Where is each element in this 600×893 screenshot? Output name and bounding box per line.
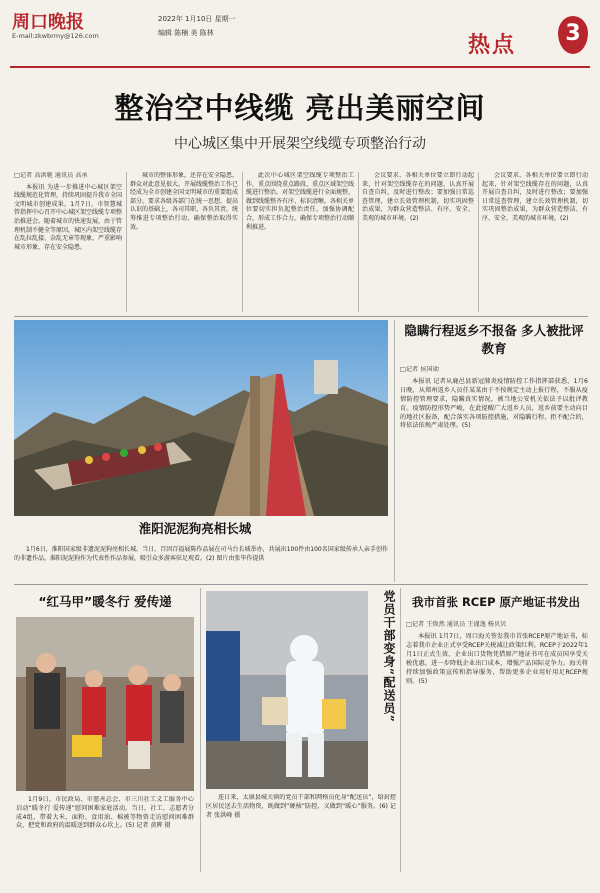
rcep-article [406,620,588,870]
rcep-title: 我市首张 RCEP 原产地证书发出 [411,595,581,609]
delivery-caption-text: 连日来，太康县城关镇的党员干部和网格员化身“配送员”，给封控区居民送去生活物资，既做到“硬核”防控，又做到“暖心”服务。(6) 记者 张洪峰 摄 [206,794,396,819]
delivery-caption [206,794,396,864]
page-number-badge: 3 [558,16,588,54]
column-divider [478,172,479,312]
side-article-1 [400,366,588,580]
delivery-photo [206,591,368,789]
masthead [10,6,590,68]
column-divider [394,320,395,582]
issue-date: 2022年 1月10日 星期一 [158,15,236,23]
side-article-1-title: 隐瞒行程返乡不报备 多人被批评教育 [404,323,584,356]
rcep-text: 本报讯 1月7日，周口海关签发我市首张RCEP原产地证书，标志着我市企业正式享受RCEP关税减让政策红利。RCEP于2022年1月1日正式生效，企业出口货物凭借原产地证书可在成员国享受关税优惠，进一步降低企业出口成本，增强产品国际竞争力。海关将持续加强政策宣传和指导服务，帮助更多企业用好用足RCEP规则。(5) [406,633,588,685]
volunteer-photo [16,617,194,791]
lead-article-text: 会议要求，各相关单位要立即行动起来，针对架空线缆存在的问题，认真开展自查自纠，及时进行整改；要加强日常巡查管理，建立长效管理机制，切实巩固整治成果，为群众营造整洁、有序、安全、美观的城市环境。(2) [362,172,474,222]
main-subhead: 中心城区集中开展架空线缆专项整治行动 [174,136,426,152]
side-article-1-text: 本报讯 记者从鹿邑县新冠肺炎疫情防控工作指挥部获悉，1月6日晚，从郑州返乡人员任某某由于不按规定主动上报行程，不服从疫情防控管理要求，隐瞒真实情况，被当地公安机关依法予以批评教育。疫情防控形势严峻，在此提醒广大返乡人员，返乡前要主动向目的地社区报备，配合落实各项防控措施，对隐瞒行程、拒不配合的，将依法依规严肃处理。(5) [400,377,588,430]
great-wall-photo [14,320,388,516]
column-divider [400,588,401,872]
column-divider [358,172,359,312]
page-editor: 编辑 陈楠 美 陈林 [158,29,214,37]
cadres-vertical-title: 党员干部变身“配送员” [382,590,396,723]
section-divider [14,584,588,585]
lead-article-col-3 [246,172,354,312]
column-divider [126,172,127,312]
lead-article-col-1 [14,172,122,312]
lead-article-col-2 [130,172,238,312]
column-divider [242,172,243,312]
lead-article-byline: □记者 高洪驰 通讯员 高承 [14,172,88,179]
great-wall-illustration [14,320,388,516]
lead-article-col-4 [362,172,474,312]
lead-article-text: 会议要求，各相关单位要立即行动起来，针对架空线缆存在的问题，认真开展自查自纠，及时进行整改；要加强日常巡查管理，建立长效管理机制，切实巩固整治成果，为群众营造整洁、有序、安全、美观的城市环境。(2) [482,172,588,222]
newspaper-logo: 周口晚报 [12,12,84,33]
lead-article-col-5 [482,172,588,312]
photo-caption: 1月6日，淮阳国家级非遗泥泥狗亮相长城。当日，百因百福展陈作品展在司马台长城举办，共展出100件由100名国家级传承人亲手创作的非遗作品，淮阳泥泥狗作为代表性作品参展，吸引众多游客驻足观看。(2) 图片由张毕作提供 [14,546,388,562]
side-article-1-byline: □记者 侯国勋 [400,366,439,373]
main-headline: 整治空中线缆 亮出美丽空间 [114,91,486,125]
section-title: 热点 [468,32,517,58]
delivery-illustration [206,591,368,789]
red-vest-caption-text: 1月9日，市民政局、市慈善总会、市三川社工义工服务中心启动“暖冬行 爱传递”慰问困难家庭活动。当日，社工、志愿者分成4组，带着大米、面粉、食用油、棉被等物资走访慰问困难群众，把党和政府的温暖送到群众心坎上。(5) 记者 黄晖 摄 [16,796,194,830]
lead-article-text: 本报讯 为进一步推进中心城区架空线缆规范化管理，持续巩固提升我市全国文明城市创建成果，1月7日，市智慧城管指挥中心召开中心城区架空线缆专项整治推进会。随着城市的快速发展，由于管理机制不健全等原因，城区内架空线缆存在乱拉乱接、杂乱无章等现象，严重影响城市形象，存在安全隐患。 [14,183,122,251]
red-vest-title: “红马甲”暖冬行 爱传递 [38,594,172,609]
lead-article-text: 城市的整体形象，还存在安全隐患，群众对此意见很大。开展线缆整治工作已经成为全市创建全国文明城市的重要组成部分。要求各级各部门在统一思想、提高认识的基础上，各司其职、各负其责，统筹推进专项整治行动，确保整治取得实效。 [130,172,238,231]
section-divider [14,316,588,317]
newspaper-email: E-mail:zkwbrmy@126.com [12,32,99,40]
lead-article-text: 此次中心城区架空线缆专项整治工作，重点围绕重点路段、重点区域架空线缆进行整治。对架空线缆进行全面规整，做到线缆整齐有序、标识清晰。各相关单位要切实担负起整治责任，加强协调配合，形成工作合力，确保专项整治行动顺利推进。 [246,172,354,231]
red-vest-caption [16,796,194,866]
volunteer-illustration [16,617,194,791]
rcep-byline: □记者 王焕然 通讯员 王谨逸 杨贝贝 [406,621,507,628]
photo-title: 淮阳泥泥狗亮相长城 [138,521,252,536]
column-divider [200,588,201,872]
